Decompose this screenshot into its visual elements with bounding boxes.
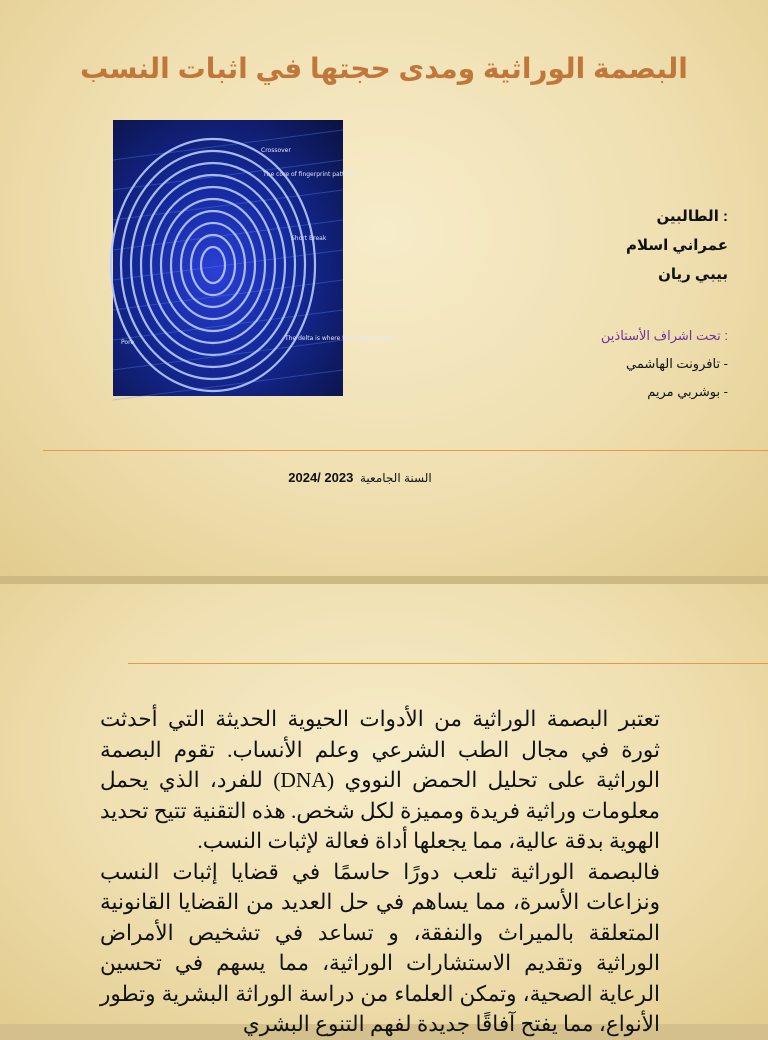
students-block [428,202,728,289]
image-label-bottom: The delta is where the ridges divide [285,335,393,342]
year-value: 2023 /2024 [288,470,354,485]
year-label: السنة الجامعية [360,471,432,485]
fingerprint-image [113,120,393,396]
paragraph: فالبصمة الوراثية تلعب دورًا حاسمًا في قضايا إثبات النسب ونزاعات الأسرة، مما يساهم في حل العديد من القضايا القانونية المتعلقة بالميراث والنفقة، و تساعد في تشخيص الأمراض الوراثية وتقديم الاستشارات الوراثية، مما يسهم في تحسين الرعاية الصحية، وتمكن العلماء من دراسة الوراثة البشرية وتطور الأنواع، مما يفتح آفاقًا جديدة لفهم التنوع البشري [100,859,660,1036]
supervisors-label: : تحت اشراف الأستاذين [600,328,728,343]
fingerprint-icon [113,120,393,396]
students-label: : الطالبين [656,208,728,225]
academic-year [250,470,470,485]
paragraph: تعتبر البصمة الوراثية من الأدوات الحيوية الحديثة التي أحدثت ثورة في مجال الطب الشرعي وعلم الأنساب. تقوم البصمة الوراثية على تحليل الحمض النووي (DNA) للفرد، الذي يحمل معلومات وراثية فريدة ومميزة لكل شخص. هذه التقنية تتيح تحديد الهوية بدقة عالية، مما يجعلها أداة فعالة لإثبات النسب. [100,707,660,853]
image-label-mid: The core of fingerprint pattern [263,171,355,178]
content-slide [0,584,768,1036]
page-title: البصمة الوراثية ومدى حجتها في اثبات النسب [80,53,688,84]
supervisor-name: - تافرونت الهاشمي [626,356,728,371]
body-text [100,704,660,1040]
image-label-top: Crossover [261,147,291,154]
student-name: بيبي ريان [658,266,728,283]
divider-line [43,450,768,451]
student-name: عمراني اسلام [625,237,728,254]
supervisors-block [428,322,728,406]
image-label-right: Short Break [291,235,327,242]
slide-separator [0,576,768,584]
image-label-left: Pore [121,339,135,346]
divider-line [128,663,768,664]
supervisor-name: - بوشربي مريم [647,384,728,399]
